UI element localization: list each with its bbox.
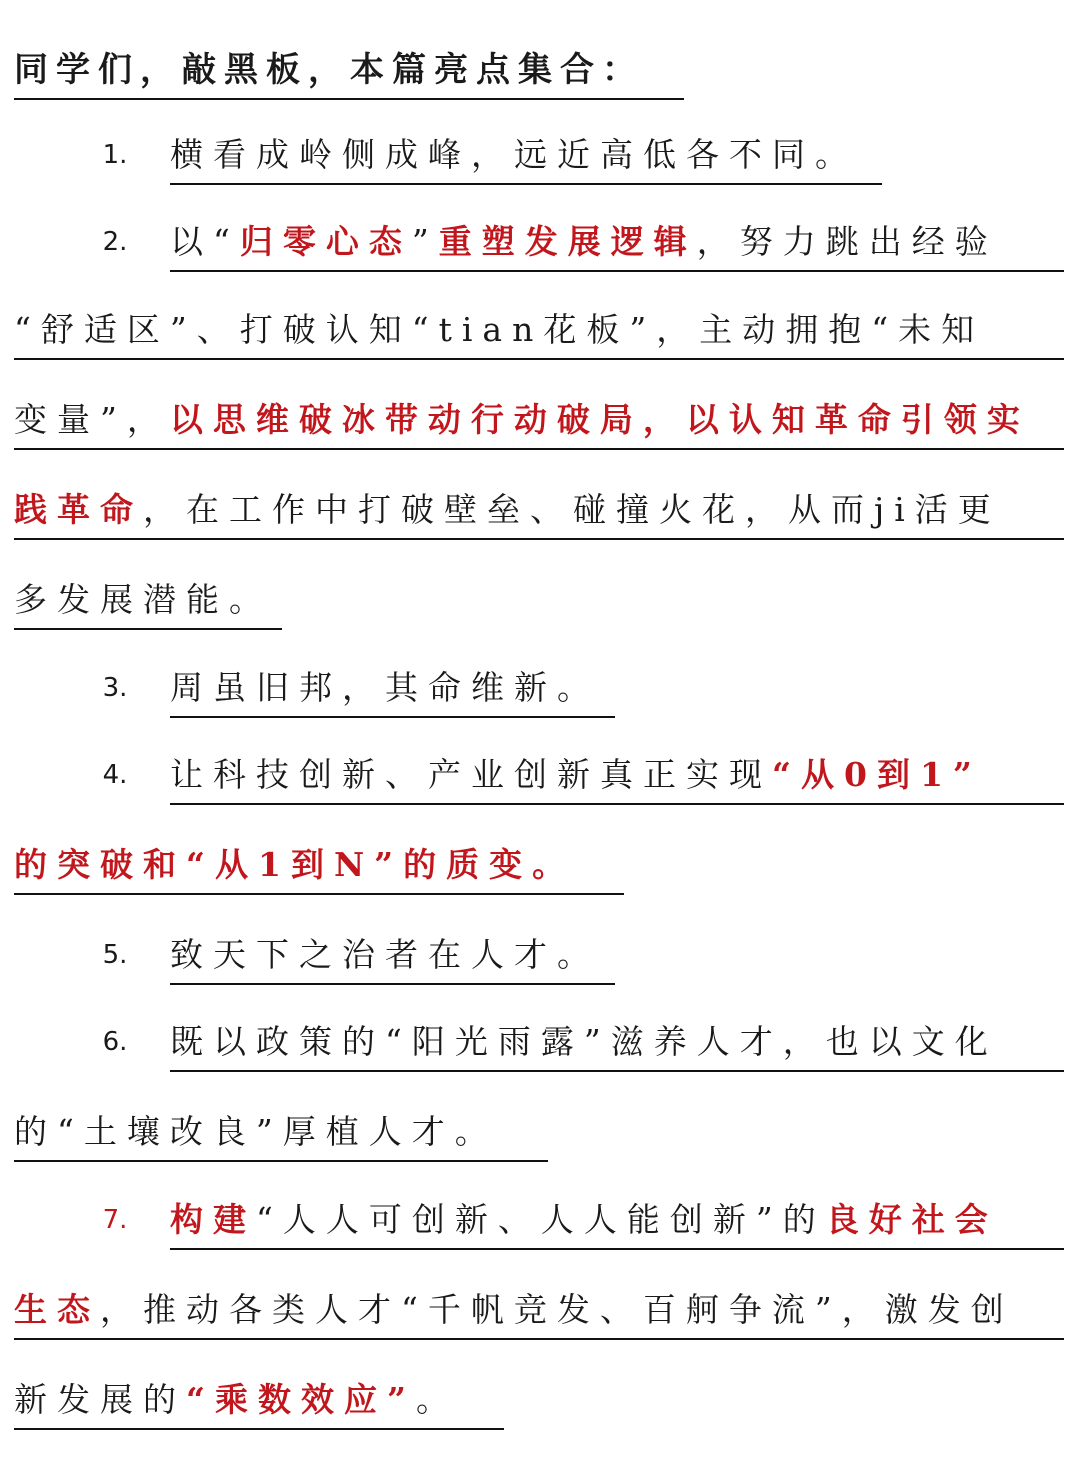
item-number: 4. (102, 760, 128, 790)
text-line (170, 658, 615, 718)
body-text: 多发展潜能。 (14, 580, 272, 619)
item-number: 3. (102, 673, 128, 703)
highlight-text: 的突破和“从1到N”的质变。 (14, 845, 576, 884)
text-line (14, 1102, 548, 1162)
text-line (14, 480, 1064, 540)
body-text: 致天下之治者在人才。 (170, 935, 600, 974)
highlight-text: 构建 (170, 1200, 256, 1239)
item-number: 2. (102, 227, 128, 257)
highlight-text: 良好社会 (825, 1200, 998, 1239)
body-text: “舒适区”、打破认知“tian花板”，主动拥抱“未知 (14, 310, 985, 349)
body-text: 让科技创新、产业创新真正实现 (170, 755, 772, 794)
item-number: 1. (102, 140, 128, 170)
body-text: 。 (415, 1380, 459, 1419)
highlight-text: 践革命 (14, 490, 143, 529)
body-text: ，在工作中打破壁垒、碰撞火花，从而ji活更 (143, 490, 1001, 529)
body-text: ，推动各类人才“千帆竞发、百舸争流”，激发创 (100, 1290, 1014, 1329)
body-text: ” (411, 222, 439, 261)
text-line (170, 1190, 1064, 1250)
highlight-text: “乘数效应” (186, 1380, 416, 1419)
body-text: 横看成岭侧成峰，远近高低各不同。 (170, 135, 858, 174)
text-line (14, 300, 1064, 360)
item-number: 6. (102, 1027, 128, 1057)
body-text: 的“土壤改良”厚植人才。 (14, 1112, 498, 1151)
text-line (170, 212, 1064, 272)
body-text: 变量”， (14, 400, 170, 439)
item-number: 7. (102, 1205, 128, 1235)
highlight-text: 归零心态 (239, 222, 412, 261)
item-number: 5. (102, 940, 128, 970)
body-text: 以“ (170, 222, 240, 261)
text-line (14, 570, 282, 630)
text-line (170, 1012, 1064, 1072)
text-line (170, 125, 882, 185)
body-text: 新发展的 (14, 1380, 186, 1419)
text-line (14, 1370, 504, 1430)
highlight-text: 以思维破冰带动行动破局，以认知革命引领实 (169, 400, 1030, 439)
text-line (14, 1280, 1064, 1340)
text-line (170, 925, 615, 985)
body-text: “人人可创新、人人能创新”的 (256, 1200, 826, 1239)
body-text: 既以政策的“阳光雨露”滋养人才，也以文化 (170, 1022, 998, 1061)
page-heading: 同学们，敲黑板，本篇亮点集合： (14, 40, 684, 100)
highlight-text: 重塑发展逻辑 (438, 222, 697, 261)
body-text: 周虽旧邦，其命维新。 (170, 668, 600, 707)
highlight-text: “从0到1” (772, 755, 982, 794)
highlight-text: 生态 (14, 1290, 100, 1329)
text-line (170, 745, 1064, 805)
body-text: ，努力跳出经验 (696, 222, 998, 261)
text-line (14, 835, 624, 895)
text-line (14, 390, 1064, 450)
